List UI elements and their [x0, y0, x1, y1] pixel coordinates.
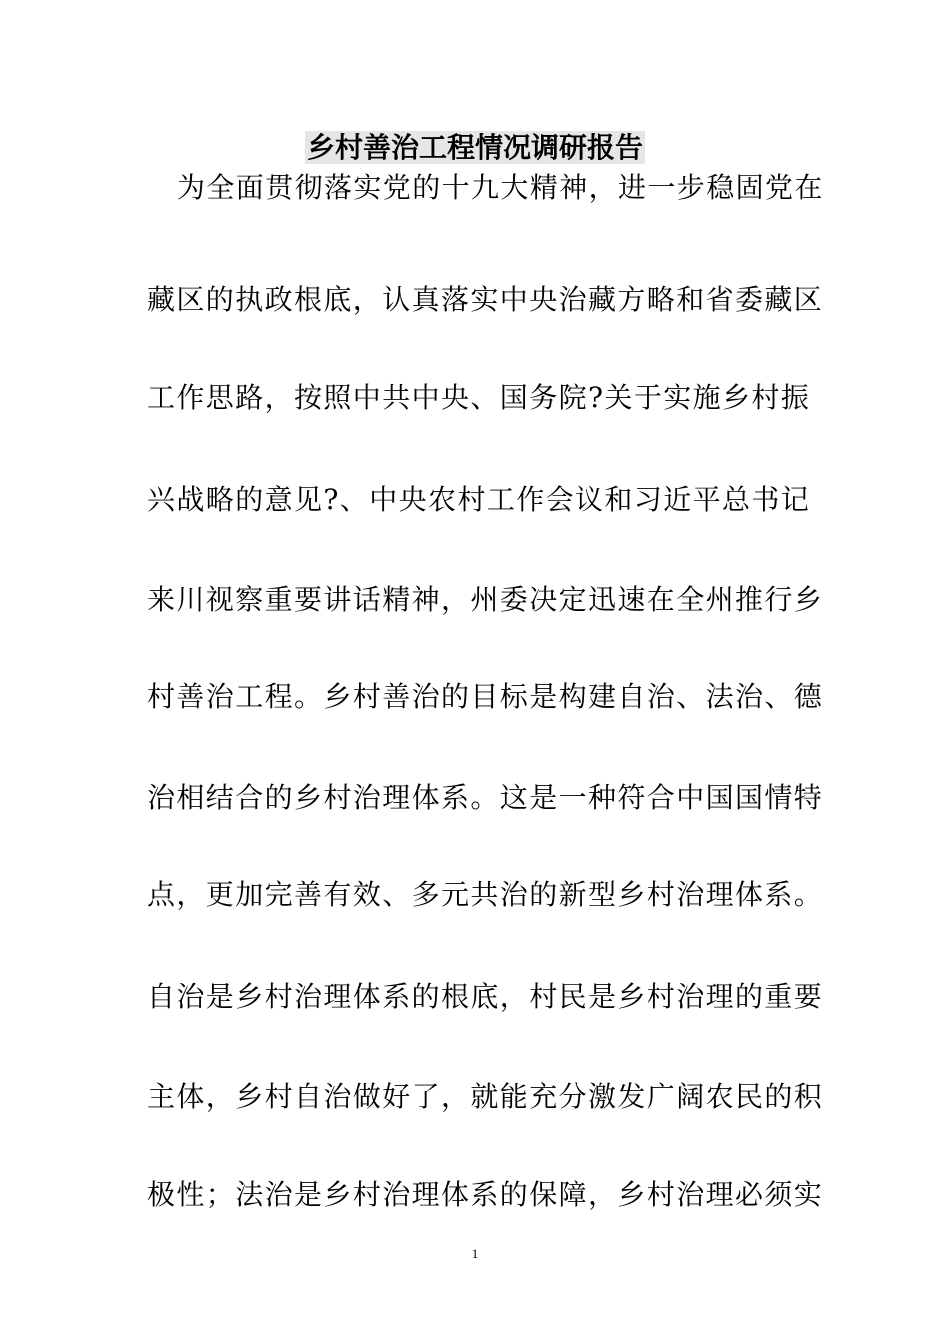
paragraph-line-4: 兴战略的意见?、中央农村工作会议和习近平总书记	[147, 483, 811, 516]
paragraph-line-6: 村善治工程。乡村善治的目标是构建自治、法治、德	[147, 680, 824, 713]
paragraph-line-7: 治相结合的乡村治理体系。这是一种符合中国国情特	[147, 781, 824, 814]
page-number: 1	[471, 1246, 479, 1261]
paragraph-line-8: 点，更加完善有效、多元共治的新型乡村治理体系。	[147, 878, 824, 911]
paragraph-line-10: 主体，乡村自治做好了，就能充分激发广阔农民的积	[147, 1080, 824, 1113]
document-title	[0, 128, 950, 168]
paragraph-line-1: 为全面贯彻落实党的十九大精神，进一步稳固党在	[177, 171, 824, 204]
document-title-text: 乡村善治工程情况调研报告	[306, 131, 643, 164]
paragraph-line-2: 藏区的执政根底，认真落实中央治藏方略和省委藏区	[147, 283, 824, 316]
paragraph-line-5: 来川视察重要讲话精神，州委决定迅速在全州推行乡	[147, 583, 824, 616]
paragraph-line-11: 极性；法治是乡村治理体系的保障，乡村治理必须实	[147, 1178, 824, 1211]
paragraph-line-3: 工作思路，按照中共中央、国务院?关于实施乡村振	[147, 381, 811, 414]
paragraph-line-9: 自治是乡村治理体系的根底，村民是乡村治理的重要	[147, 980, 824, 1013]
